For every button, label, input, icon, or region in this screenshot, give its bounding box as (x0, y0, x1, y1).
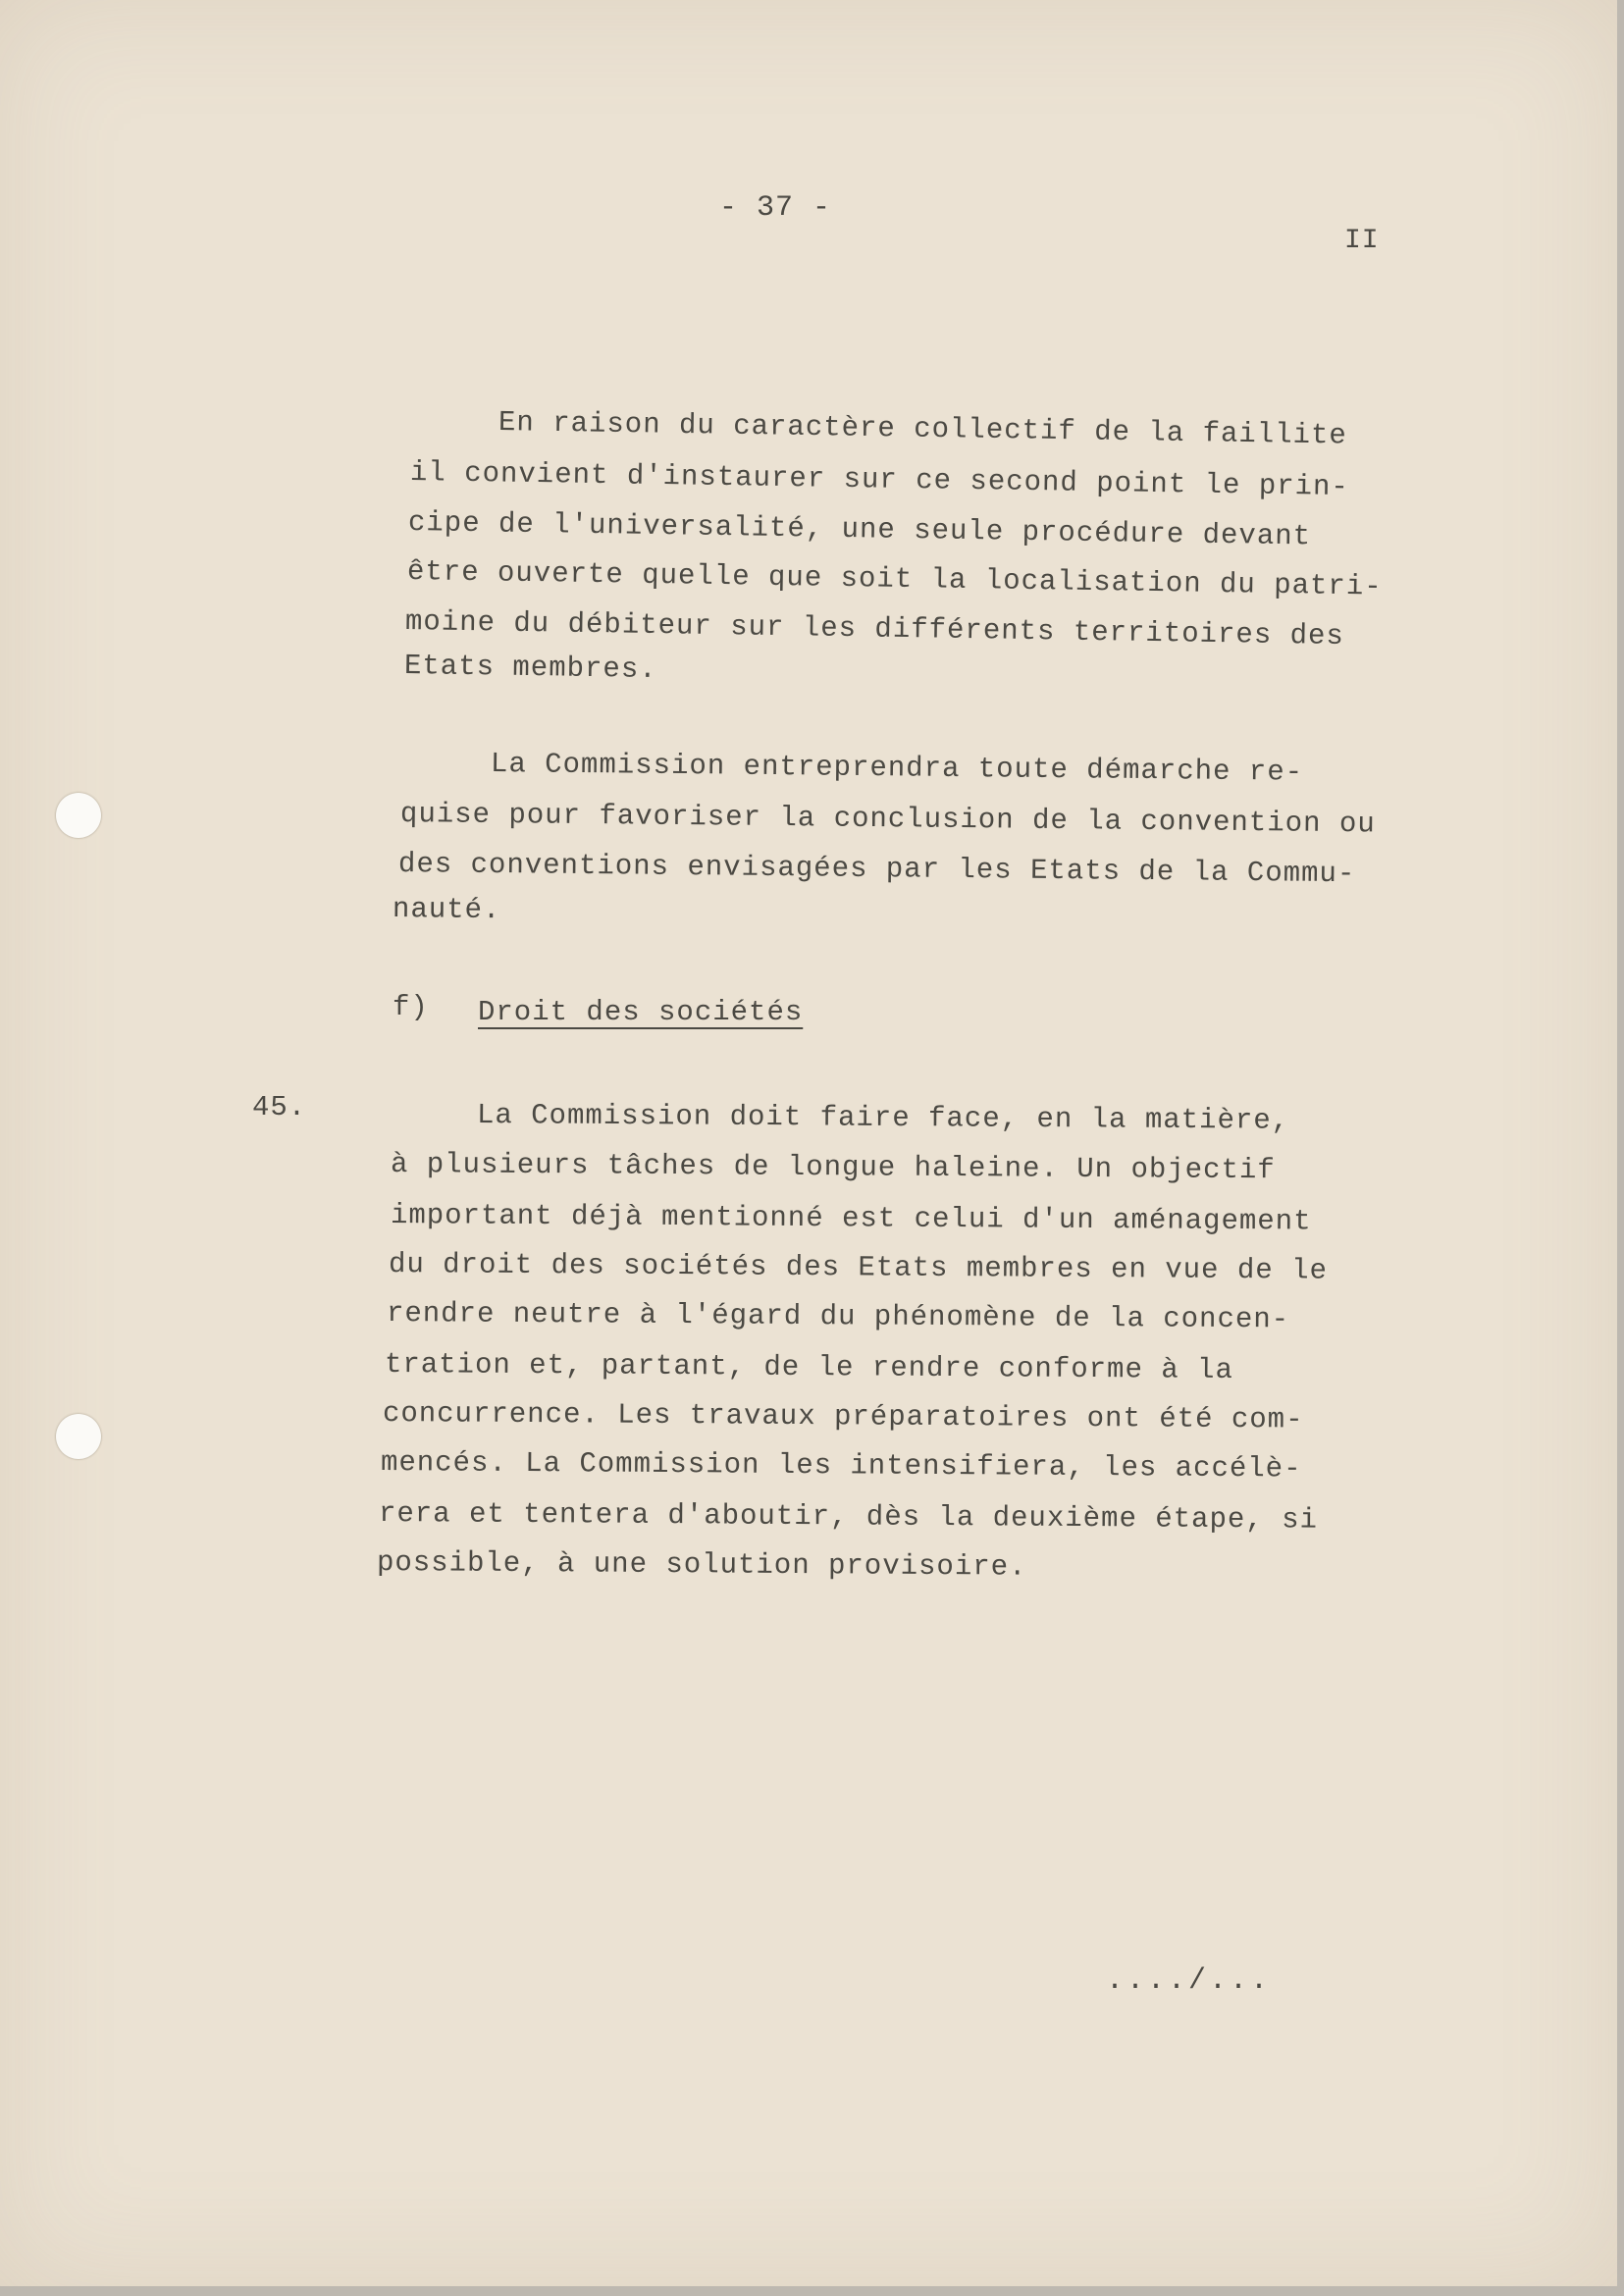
paragraph-1-line: Etats membres. (403, 650, 657, 687)
paragraph-45-line: important déjà mentionné est celui d'un aménagement (390, 1199, 1312, 1238)
section-heading-title: Droit des sociétés (478, 996, 804, 1028)
paragraph-1-line: cipe de l'universalité, une seule procédure devant (407, 506, 1312, 553)
paragraph-45-line: du droit des sociétés des Etats membres en vue de le (388, 1248, 1329, 1287)
page-edge (0, 2286, 1624, 2296)
section-mark: II (1344, 226, 1380, 256)
paragraph-1-line: être ouverte quelle que soit la localisation du patri- (406, 555, 1383, 603)
paragraph-45-line: rendre neutre à l'égard du phénomène de la concen- (386, 1297, 1290, 1336)
paragraph-45-line: concurrence. Les travaux préparatoires ont été com- (382, 1397, 1304, 1436)
page-edge (1617, 0, 1624, 2296)
paragraph-2-line: La Commission entreprendra toute démarche re- (490, 748, 1304, 789)
paragraph-45-line: La Commission doit faire face, en la matière, (476, 1099, 1290, 1137)
page-number: - 37 - (719, 191, 832, 225)
punch-hole (56, 1414, 101, 1459)
paragraph-2-line: nauté. (392, 893, 501, 927)
paragraph-45-line: mencés. La Commission les intensifiera, les accélè- (380, 1446, 1302, 1486)
paragraph-number: 45. (252, 1091, 307, 1123)
paragraph-1-line: En raison du caractère collectif de la faillite (498, 406, 1348, 452)
paragraph-1-line: il convient d'instaurer sur ce second point le prin- (409, 456, 1350, 504)
paragraph-1-line: moine du débiteur sur les différents territoires des (404, 605, 1345, 653)
paragraph-45-line: tration et, partant, de le rendre conforme à la (384, 1348, 1234, 1387)
punch-hole (56, 793, 101, 838)
paragraph-45-line: rera et tentera d'aboutir, dès la deuxième étape, si (378, 1497, 1319, 1537)
paragraph-45-line: possible, à une solution provisoire. (376, 1546, 1027, 1584)
paragraph-2-line: quise pour favoriser la conclusion de la convention ou (399, 798, 1376, 841)
continuation-mark: ..../... (1106, 1964, 1272, 1998)
paragraph-45-line: à plusieurs tâches de longue haleine. Un objectif (390, 1148, 1276, 1187)
paragraph-2-line: des conventions envisagées par les Etats de la Commu- (397, 848, 1356, 891)
section-heading-label: f) (393, 991, 429, 1023)
